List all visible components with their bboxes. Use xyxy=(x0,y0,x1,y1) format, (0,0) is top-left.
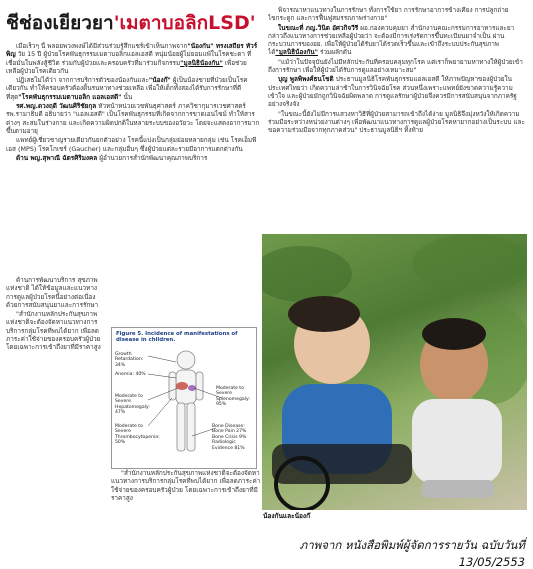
treatment-text: พิจารณาหาแนวทางในการรักษา ทั้งการใช้ยา การรักษาอาการข้างเคียง การปลูกถ่ายไขกระดูก และการฟื้นฟูสมรรถภาพร่างกาย" xyxy=(268,6,509,23)
label-thrombocytopenia: Moderate to Severe Thrombocytopenia: 50% xyxy=(115,424,160,446)
article-column-left-upper xyxy=(6,42,260,274)
paragraph-quote xyxy=(6,310,106,351)
foundation-name-2: "มูลนิธิน้องกัน" xyxy=(275,48,318,57)
article-column-right xyxy=(268,6,526,230)
intro-text: เมื่อเร็วๆ นี้ พลอยพวงพงษ์ได้มีส่วนร่วมรู้สึกแชร์เข้าเห็นภาพจาก xyxy=(16,42,188,50)
paragraph-coverage xyxy=(268,58,526,75)
service-text: ด้านการพัฒนาบริการ สุขภาพแห่งชาติ ได้ให้ข้อมูลและแนวทางการดูแลผู้ป่วยโรคนี้อย่างต่อเนื่อง ด้วยการสนับสนุนยาและการรักษา xyxy=(6,276,99,309)
article-column-left-narrow xyxy=(6,276,106,526)
paragraph-service xyxy=(6,276,106,309)
doctor-text: หัวหน้าหน่วยเวชพันธุศาสตร์ ภาควิชากุมารเวชศาสตร์ รพ.รามาธิบดี อธิบายว่า "แอลเอสดี" เป็นโรคพันธุกรรมที่เกิดจากการขาดเอนไซม์ ทำให้สารต่างๆ สะสมในร่างกาย และเกิดความผิดปกติในหลายระบบของอวัยวะ โดยจะแสดงอาการมากขึ้นตามอายุ xyxy=(6,102,260,135)
boys-photo-illustration xyxy=(262,234,527,510)
article-column-bottom xyxy=(111,469,261,527)
photo-two-boys xyxy=(262,234,527,510)
intro-end: เพื่อช่วยเหลือผู้ป่วยโรคเดียวกัน xyxy=(6,58,247,75)
family-bold: "น้องก๊" xyxy=(148,76,171,85)
paragraph-doctor xyxy=(6,102,260,135)
quote-text: "สำนักงานหลักประกันสุขภาพแห่งชาติจะต้องจัดหาแนวทางการบริการกลุ่มโรคที่พบได้ยาก เพื่อลดภาระค่าใช้จ่ายของครอบครัวผู้ป่วย โดยเฉพาะการเข้าถึงยาที่มีราคาสูง xyxy=(6,310,101,352)
official-text: ผู้อำนวยการสำนักพัฒนาคุณภาพบริการ xyxy=(97,153,208,162)
fda-end: ร่วมผลักดัน xyxy=(318,48,352,57)
figure-title: Figure 5. Incidence of manifestations of disease in children. xyxy=(116,331,238,344)
types-text: แพทย์ผู้เชี่ยวชาญรายเดียวกันยกตัวอย่าง โรคนี้แบ่งเป็นกลุ่มย่อยหลายกลุ่ม เช่น โรคเอ็มพีเอส (MPS) โรคโกเชร์ (Gaucher) และกลุ่มอื่นๆ ซึ่งผู้ป่วยแต่ละรายมีอาการแตกต่างกัน xyxy=(6,136,257,153)
official-name: ด้าน พญ.สุพาณี ฉัตรศิริมงคล xyxy=(16,153,98,162)
label-bone-disease: Bone Disease: Bone Pain 27% Bone Crisis 9% Radiologic Evidence 81% xyxy=(212,424,247,451)
paragraph-closing xyxy=(268,110,526,135)
paragraph-bottom xyxy=(111,469,261,502)
source-credit: ภาพจาก หนังสือพิมพ์ผู้จัดการรายวัน ฉบับวันที่ 13/05/2553 xyxy=(299,538,525,569)
doctor-name: รศ.พญ.ดวงฤดี วัฒนศิริชัยกุล xyxy=(16,102,97,111)
intro-bold: "น้องกัน" ทรงเสถียร ทัวร์พิญ xyxy=(6,42,258,59)
article-headline xyxy=(6,8,268,38)
paragraph-intro xyxy=(6,42,260,75)
paragraph-treatment xyxy=(268,6,526,23)
paragraph-official xyxy=(6,154,260,162)
chairman-name: บุญ พูลพิพงศ์ธนโชติ xyxy=(278,75,334,84)
disease-manifestation-figure xyxy=(111,327,257,469)
bottom-text: "สำนักงานหลักประกันสุขภาพแห่งชาติจะต้องจัดหาแนวทางการบริการกลุ่มโรคที่พบได้ยาก เพื่อลดภาระค่าใช้จ่ายของครอบครัวผู้ป่วย โดยเฉพาะการเข้าถึงยาที่มีราคาสูง xyxy=(111,469,261,502)
label-anemia: Anemia: 40% xyxy=(115,372,146,377)
family-text: ปฏิเสธไม่ได้ว่า จากการบริการตัวของน้องกันและ xyxy=(16,76,149,85)
paragraph-fda xyxy=(268,24,526,57)
fda-text: ผอ.กองควบคุมยา สำนักงานคณะกรรมการอาหารและยา กล่าวถึงแนวทางการช่วยเหลือผู้ป่วยว่า จะต้องมีการเร่งรัดการขึ้นทะเบียนยาจำเป็น ผ่านกระบวนการของอย. เพื่อให้ผู้ป่วยได้รับยาได้รวดเร็วขึ้นและเข้าถึงระบบประกันสุขภาพได้ xyxy=(268,23,515,57)
fda-official-name: ในขณะที่ ภญ.วินิต อัศวกิจวีรี xyxy=(278,23,359,32)
headline-plain: ชีช่องเยียวยา xyxy=(6,12,114,34)
coverage-text: "แม้ว่าในปัจจุบันยังไม่มีหลักประกันที่ครอบคลุมทุกโรค แต่เราก็พยายามหาทางให้ผู้ป่วยเข้าถึงการรักษา เพื่อให้ผู้ป่วยได้รับการดูแลอย่างเหมาะสม" xyxy=(268,57,523,75)
label-growth: Growth Retardation: 34% xyxy=(115,352,144,368)
closing-text: "ในขณะนี้ยังไม่มีการแสวงหาวิธีที่ผู้ป่วยสามารถเข้าถึงได้ง่าย มูลนิธิจึงมุ่งหวังให้เกิดความร่วมมือระหว่างหน่วยงานต่างๆ เพื่อพัฒนาแนวทางการดูแลผู้ป่วยโรคหายากอย่างเป็นระบบ และขอความร่วมมือจากทุกภาคส่วน" ประธานมูลนิธิฯ ทิ้งท้าย xyxy=(268,109,525,135)
paragraph-family xyxy=(6,76,260,101)
foundation-name: "มูลนิธิน้องกัน" xyxy=(180,58,223,67)
paragraph-types xyxy=(6,136,260,153)
headline-accent: 'เมตาบอลิกLSD' xyxy=(113,12,256,34)
intro-rest: วัย 15 ปี ผู้ป่วยโรคพันธุกรรมเมตาบอลิกแอลเอสดี หนุ่มน้อยผู้ไม่ยอมแพ้ในโรคชะตา ที่เชื่อมั่นในพลังสู้ชีวิต ร่วมกับผู้ป่วยและครอบครัวที่มาร่วมกิจกรรม xyxy=(6,50,252,67)
paragraph-chairman xyxy=(268,75,526,108)
photo-caption: น้องกันและน้องก๊ xyxy=(263,512,311,520)
family-end: นั้น xyxy=(121,92,133,101)
disease-name: "โรคพันธุกรรมเมตาบอลิก แอลเอสดี" xyxy=(18,92,122,101)
label-splenomegaly: Moderate to Severe Splenomegaly: 95% xyxy=(216,386,250,408)
chairman-text: ประธานมูลนิธิโรคพันธุกรรมแอลเอสดี ให้ภาพปัญหาของผู้ป่วยในประเทศไทยว่า เกิดความล่าช้าในการวินิจฉัยโรค ส่วนหนึ่งเพราะแพทย์ยังขาดความรู้ความเข้าใจ และผู้ป่วยมักถูกวินิจฉัยผิดพลาด การดูแลรักษาผู้ป่วยจึงควรมีการสนับสนุนจากภาครัฐอย่างจริงจัง xyxy=(268,75,517,109)
family-rest: ผู้เป็นน้องชายที่ป่วยเป็นโรคเดียวกัน ทำให้ครอบครัวต้องดิ้นรนหาทางช่วยเหลือ เพื่อให้เด็กทั้งสองได้รับการรักษาที่ดีที่สุด xyxy=(6,76,248,101)
label-hepatomegaly: Moderate to Severe Hepatomegaly: 47% xyxy=(115,394,150,416)
